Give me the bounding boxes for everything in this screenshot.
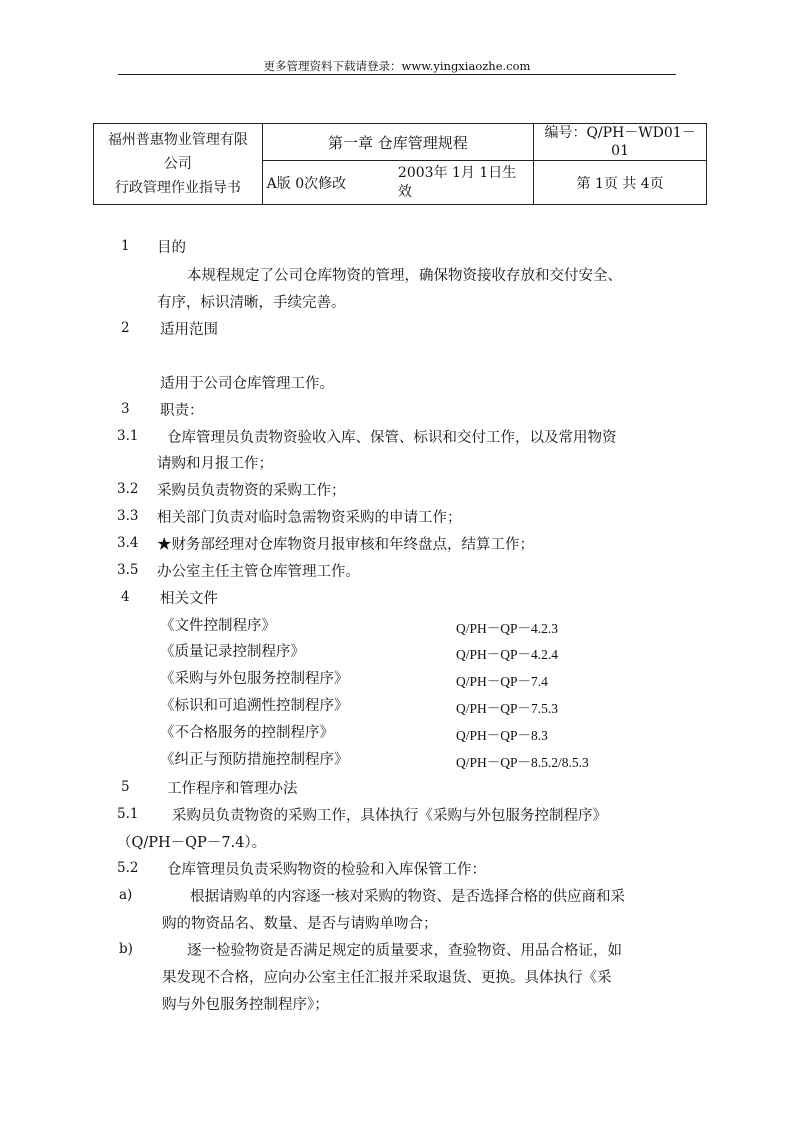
company-name-line2: 公司 <box>163 156 192 172</box>
section-3-title: 职责： <box>160 403 204 419</box>
section-5-1-line2: （Q/PH－QP－7.4）。 <box>117 835 267 851</box>
related-doc-code: Q/PH－QP－4.2.4 <box>456 647 559 662</box>
chapter-title: 第一章 仓库管理规程 <box>262 124 534 161</box>
company-name-line1: 福州普惠物业管理有限 <box>107 132 248 148</box>
section-3-5-text: 办公室主任主管仓库管理工作。 <box>157 564 360 580</box>
related-doc-code: Q/PH－QP－8.3 <box>456 728 548 743</box>
document-code-line1: 编号：Q/PH－WD01－ <box>544 125 696 141</box>
section-3-2-number: 3.2 <box>117 481 139 497</box>
section-2-number: 2 <box>121 320 130 336</box>
item-b-line1: 逐一检验物资是否满足规定的质量要求，查验物资、用品合格证，如 <box>187 943 622 959</box>
related-doc-name: 《标识和可追溯性控制程序》 <box>160 698 349 714</box>
section-1-body-line1: 本规程规定了公司仓库物资的管理，确保物资接收存放和交付安全、 <box>187 268 622 284</box>
item-b-line2: 果发现不合格，应向办公室主任汇报并采取退货、更换。具体执行《采 <box>162 970 612 986</box>
section-3-5-number: 3.5 <box>117 562 139 578</box>
header-divider <box>118 74 676 75</box>
section-5-2-number: 5.2 <box>117 860 139 876</box>
version-cell: A版 0次修改 <box>262 161 398 205</box>
effective-date-cell <box>398 161 534 205</box>
item-a-line1: 根据请购单的内容逐一核对采购的物资、是否选择合格的供应商和采 <box>190 889 625 905</box>
item-a-line2: 购的物资品名、数量、是否与请购单吻合； <box>162 916 438 932</box>
related-doc-name: 《采购与外包服务控制程序》 <box>160 671 349 687</box>
page-header-text: 更多管理资料下载请登录：www.yingxiaozhe.com <box>263 59 531 73</box>
section-1-body-line2: 有序，标识清晰，手续完善。 <box>157 295 346 311</box>
section-3-1-line1: 仓库管理员负责物资验收入库、保管、标识和交付工作，以及常用物资 <box>167 430 617 446</box>
related-doc-code: Q/PH－QP－7.5.3 <box>456 701 559 716</box>
section-4-title: 相关文件 <box>160 591 218 607</box>
item-a-label: a) <box>119 887 133 903</box>
effective-date-line1: 2003年 1月 1日生 <box>397 164 517 181</box>
section-5-1-number: 5.1 <box>117 806 139 822</box>
related-doc-name: 《质量记录控制程序》 <box>160 644 305 660</box>
related-doc-name: 《纠正与预防措施控制程序》 <box>160 752 349 768</box>
section-5-2-text: 仓库管理员负责采购物资的检验和入库保管工作： <box>167 862 486 878</box>
page-info: 第 1页 共 4页 <box>534 161 707 205</box>
section-3-3-number: 3.3 <box>117 508 139 524</box>
document-code-line2: 01 <box>611 143 629 159</box>
section-1-title: 目的 <box>157 240 186 256</box>
section-1-number: 1 <box>121 238 130 254</box>
section-3-1-number: 3.1 <box>117 428 139 444</box>
section-3-4-number: 3.4 <box>117 535 139 551</box>
document-code-cell <box>534 124 707 161</box>
section-3-3-text: 相关部门负责对临时急需物资采购的申请工作； <box>157 510 462 526</box>
section-5-number: 5 <box>121 779 130 795</box>
related-doc-code: Q/PH－QP－7.4 <box>456 674 548 689</box>
section-2-body: 适用于公司仓库管理工作。 <box>160 376 334 392</box>
section-4-number: 4 <box>121 589 130 605</box>
effective-date-line2: 效 <box>397 183 412 200</box>
section-5-title: 工作程序和管理办法 <box>167 781 298 797</box>
section-3-2-text: 采购员负责物资的采购工作； <box>157 483 346 499</box>
related-doc-code: Q/PH－QP－4.2.3 <box>456 621 559 636</box>
section-2-title: 适用范围 <box>160 322 218 338</box>
section-3-4-text: ★财务部经理对仓库物资月报审核和年终盘点，结算工作； <box>157 537 534 553</box>
related-doc-name: 《文件控制程序》 <box>160 618 276 634</box>
related-doc-name: 《不合格服务的控制程序》 <box>160 725 334 741</box>
section-3-number: 3 <box>121 401 130 417</box>
section-3-1-line2: 请购和月报工作； <box>157 456 273 472</box>
document-info-table <box>93 123 707 205</box>
item-b-line3: 购与外包服务控制程序》； <box>162 997 329 1013</box>
related-doc-code: Q/PH－QP－8.5.2/8.5.3 <box>456 755 589 770</box>
section-5-1-line1: 采购员负责物资的采购工作，具体执行《采购与外包服务控制程序》 <box>172 808 607 824</box>
item-b-label: b) <box>119 941 133 957</box>
manual-title: 行政管理作业指导书 <box>114 180 241 196</box>
company-cell <box>94 124 263 205</box>
